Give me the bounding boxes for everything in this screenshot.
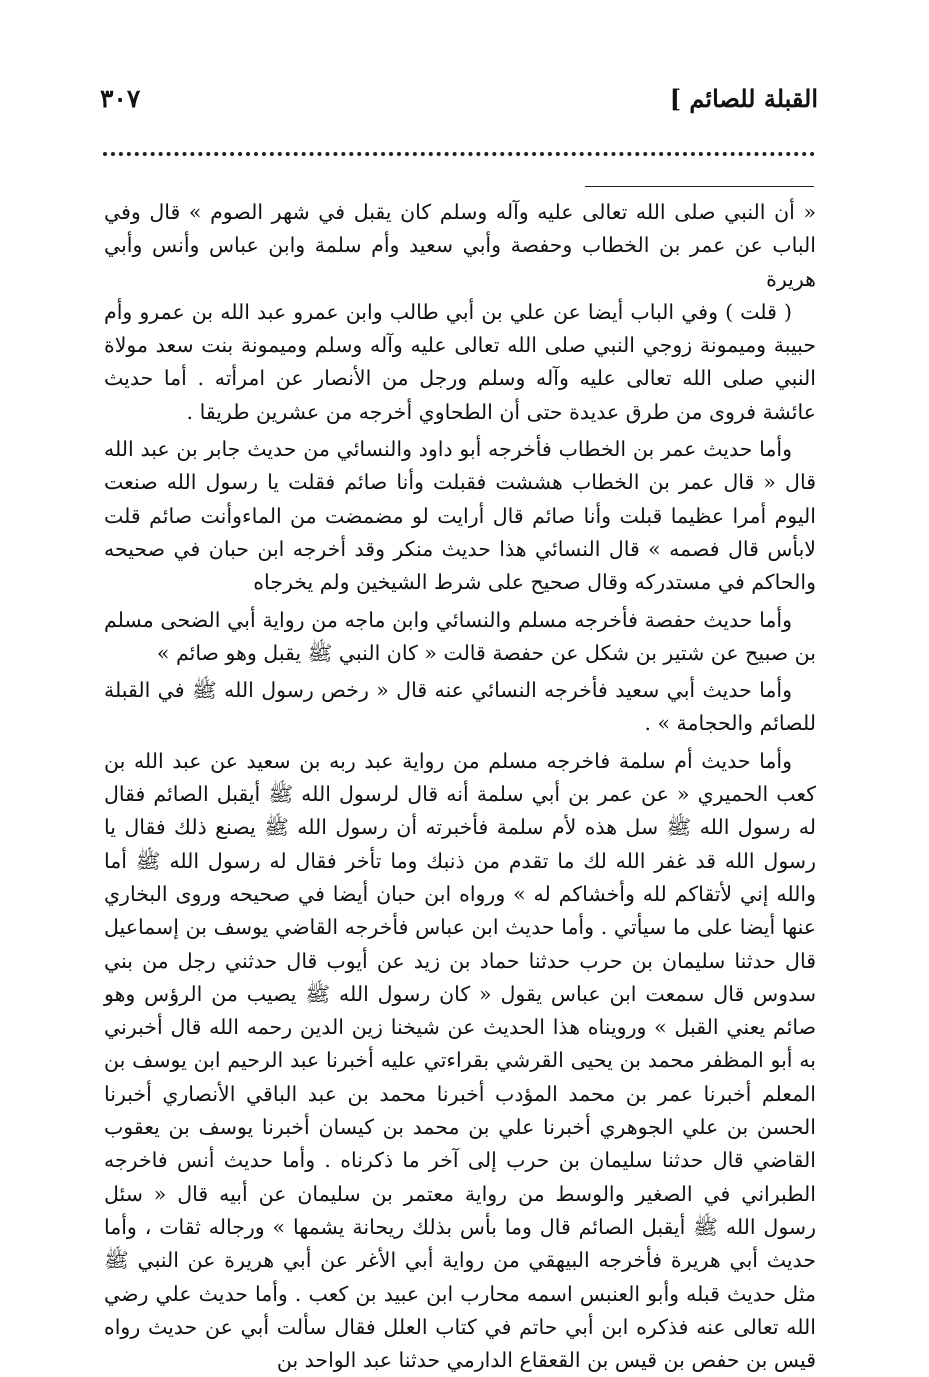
page-header — [100, 84, 818, 128]
paragraph-3: وأما حديث عمر بن الخطاب فأخرجه أبو داود والنسائي من حديث جابر بن عبد الله قال « قال عمر بن الخطاب هششت فقبلت وأنا صائم فقلت يا رسول الله صنعت اليوم أمرا عظيما قبلت وأنا صائم قال أرايت لو مضمضت من الماءوأنت صائم قلت لابأس قال فصمه » قال النسائي هذا حديث منكر وقد أخرجه ابن حبان في صحيحه والحاكم في مستدركه وقال صحيح على شرط الشيخين ولم يخرجاه — [104, 437, 816, 595]
paragraph-4: وأما حديث حفصة فأخرجه مسلم والنسائي وابن ماجه من رواية أبي الضحى مسلم بن صبيح عن شتير بن شكل عن حفصة قالت « كان النبي ﷺ يقبل وهو صائم » — [104, 607, 816, 665]
paragraph-5: وأما حديث أبي سعيد فأخرجه النسائي عنه قال « رخص رسول الله ﷺ في القبلة للصائم والحجامة » . — [104, 678, 816, 736]
paragraph-6: وأما حديث أم سلمة فاخرجه مسلم من رواية عبد ربه بن سعيد عن عبد الله بن كعب الحميري « عن عمر بن أبي سلمة أنه قال لرسول الله ﷺ أيقبل الصائم فقال له رسول الله ﷺ سل هذه لأم سلمة فأخبرته أن رسول الله ﷺ يصنع ذلك فقال يا رسول الله قد غفر الله لك ما تقدم من ذنبك وما تأخر فقال له رسول الله ﷺ أما والله إني لأتقاكم لله وأخشاكم له » ورواه ابن حبان أيضا في صحيحه وروى البخاري عنها أيضا على ما سيأتي . وأما حديث ابن عباس فأخرجه القاضي يوسف بن إسماعيل قال حدثنا سليمان بن حرب حدثنا حماد بن زيد عن أيوب قال حدثني رجل من بني سدوس قال سمعت ابن عباس يقول « كان رسول الله ﷺ يصيب من الرؤس وهو صائم يعني القبل » ورويناه هذا الحديث عن شيخنا زين الدين رحمه الله قال أخبرني به أبو المظفر محمد بن يحيى القرشي بقراءتي عليه أخبرنا عبد الرحيم ابن يوسف بن المعلم أخبرنا عمر بن محمد المؤدب أخبرنا محمد بن عبد الباقي الأنصاري أخبرنا الحسن بن علي الجوهري أخبرنا علي بن محمد بن كيسان أخبرنا يوسف بن يعقوب القاضي قال حدثنا سليمان بن حرب إلى آخر ما ذكرناه . وأما حديث أنس فاخرجه الطبراني في الصغير والوسط من رواية معتمر بن سليمان عن أبيه قال « سئل رسول الله ﷺ أيقبل الصائم قال وما بأس بذلك ريحانة يشمها » ورجاله ثقات ، وأما حديث أبي هريرة فأخرجه البيهقي من رواية أبي الأغر عن أبي هريرة عن النبي ﷺ مثل حديث قبله وأبو العنبس اسمه محارب ابن عبيد بن كعب . وأما حديث علي رضي الله تعالى عنه فذكره ابن أبي حاتم في كتاب العلل فقال سألت أبي عن حديث رواه قيس بن حفص بن قيس بن القعقاع الدارمي حدثنا عبد الواحد بن — [104, 748, 816, 1373]
paragraph-1: « أن النبي صلى الله تعالى عليه وآله وسلم كان يقبل في شهر الصوم » قال وفي الباب عن عمر بن الخطاب وحفصة وأبي سعيد وأم سلمة وابن عباس وأنس وأبي هريرة — [104, 200, 816, 291]
page-number: ٣٠٧ — [100, 84, 141, 113]
running-title: القبلة للصائم ] — [669, 84, 818, 113]
body-text — [104, 196, 816, 1377]
short-rule — [585, 186, 814, 187]
paragraph-2: ( قلت ) وفي الباب أيضا عن علي بن أبي طالب وابن عمرو عبد الله بن عمرو وأم حبيبة وميمونة زوجي النبي صلى الله تعالى عليه وآله وسلم وميمونة بنت سعد مولاة النبي صلى الله تعالى عليه وآله وسلم ورجل من الأنصار عن امرأته . أما حديث عائشة فروى من طرق عديدة حتى أن الطحاوي أخرجه من عشرين طريقا . — [104, 299, 816, 424]
dotted-separator — [103, 152, 815, 156]
